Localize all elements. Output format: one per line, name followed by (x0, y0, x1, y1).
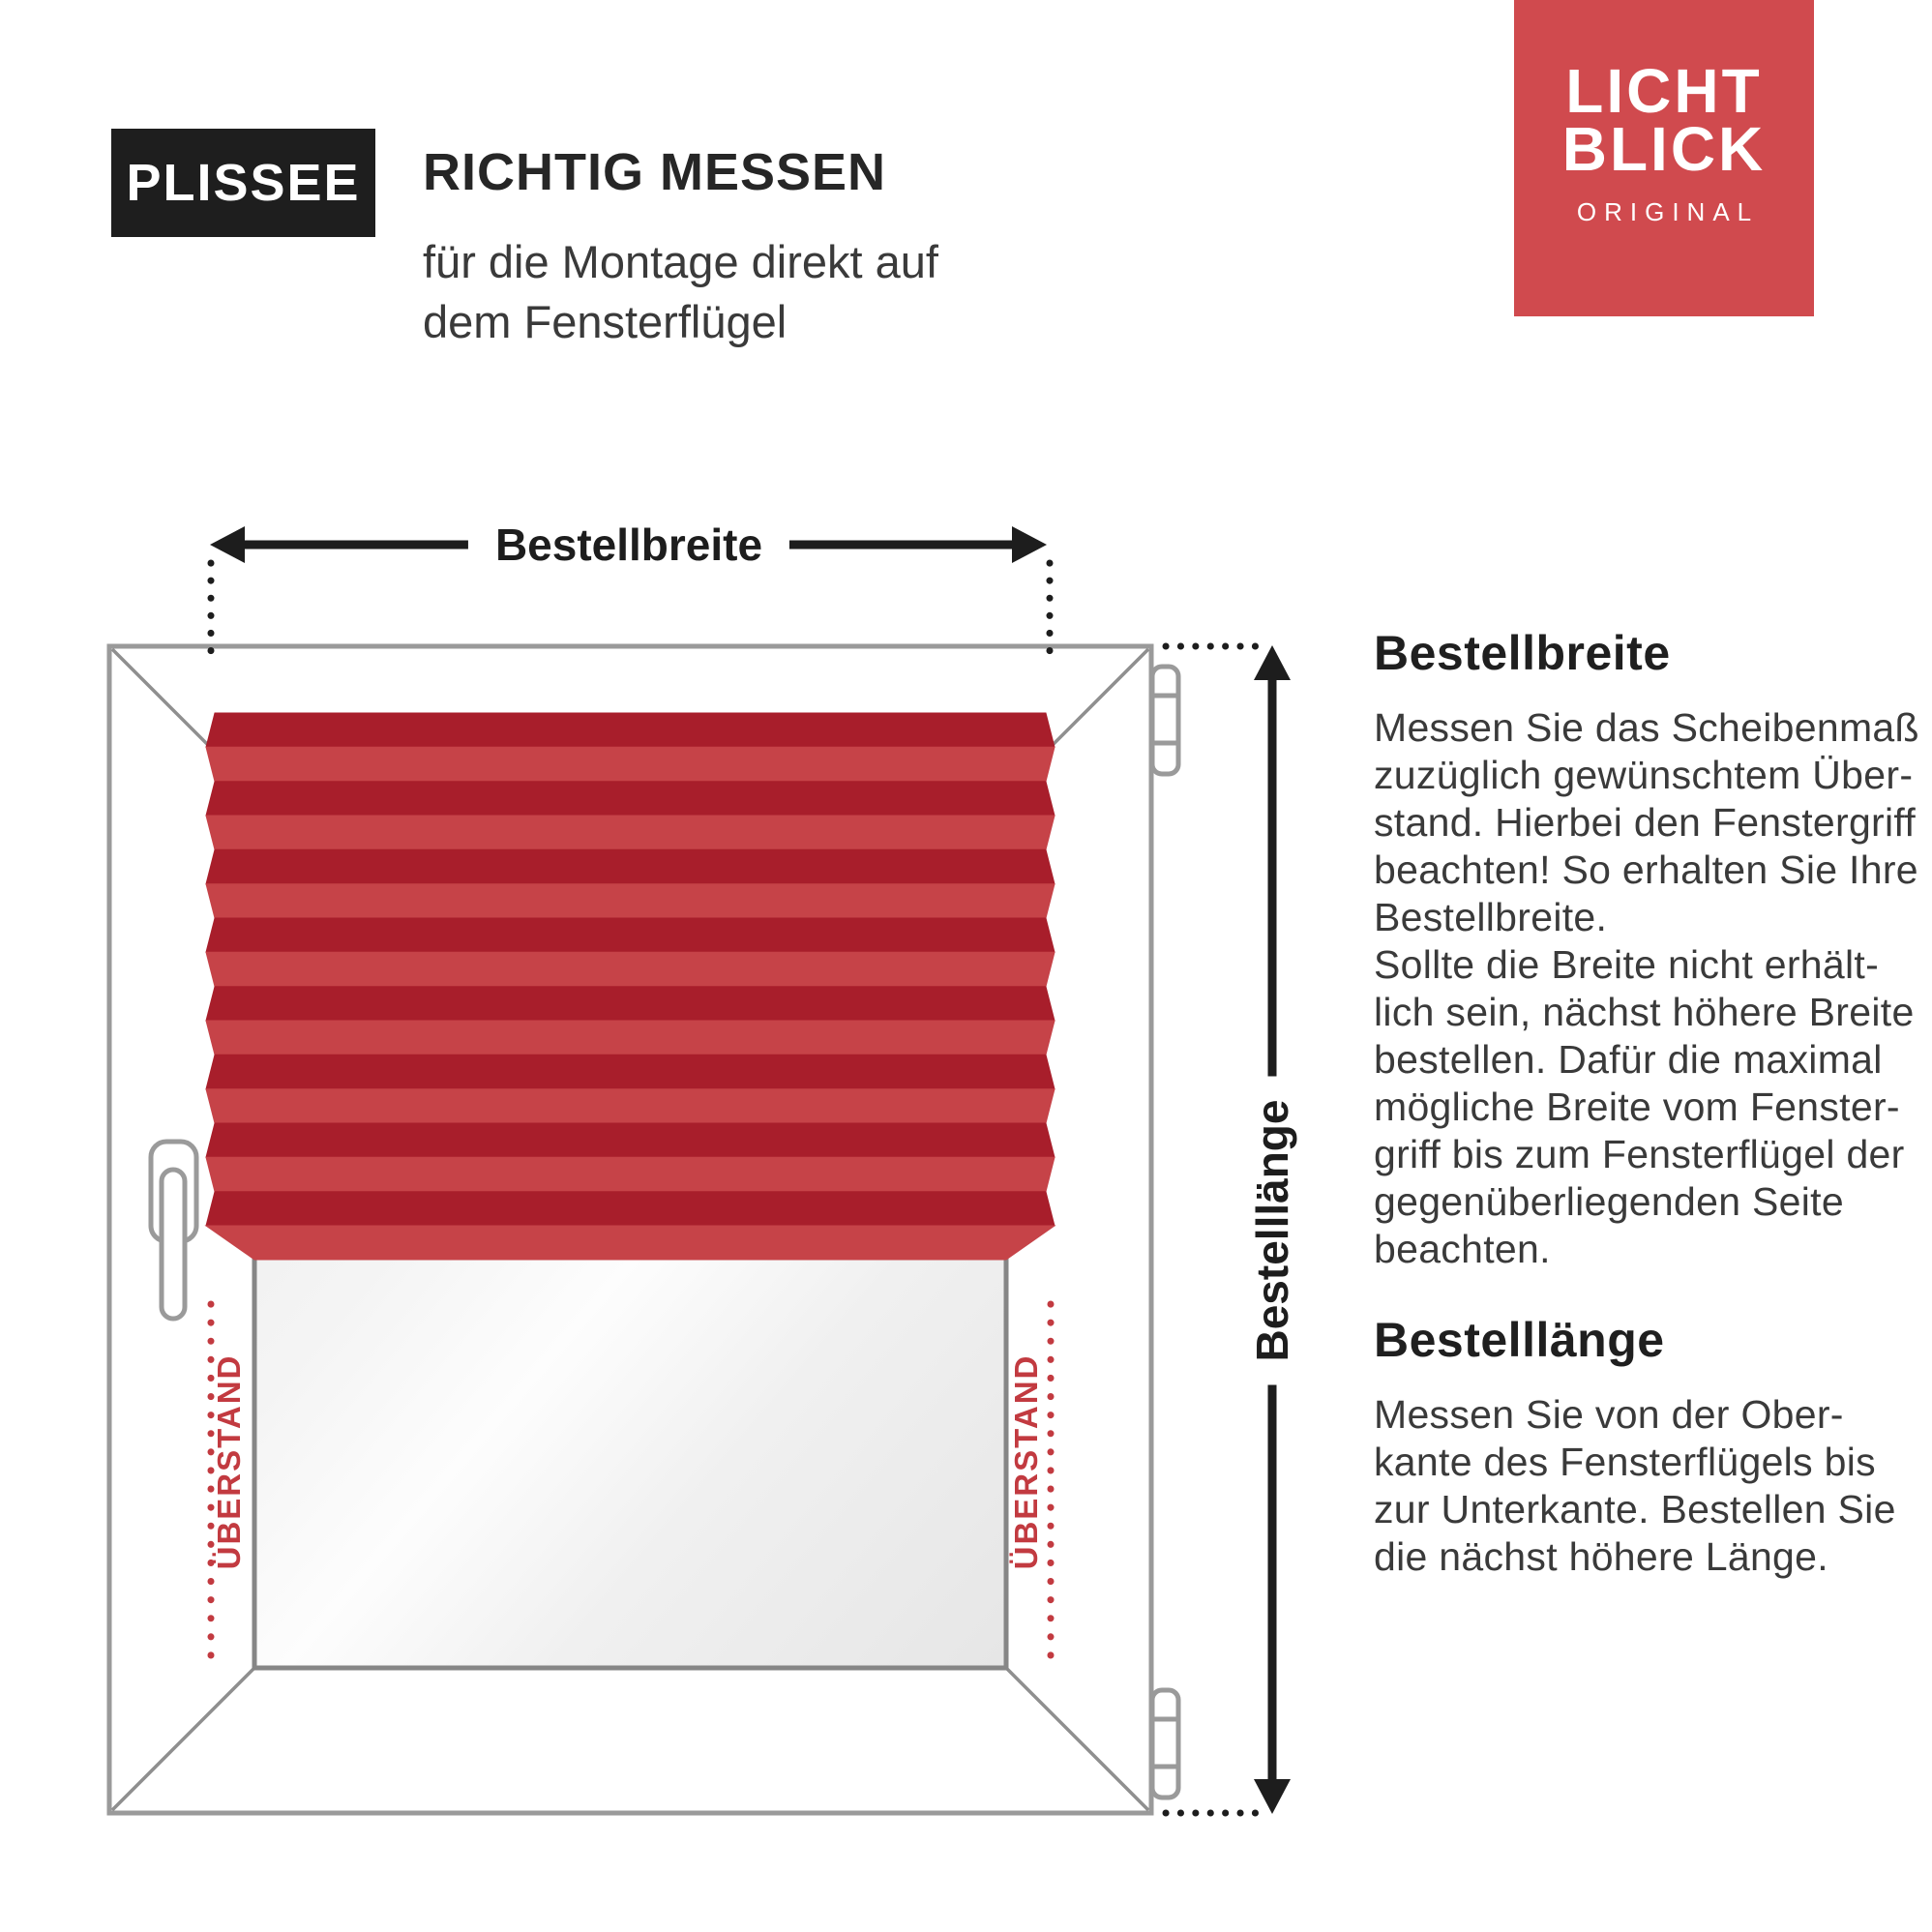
pleat-fold (206, 987, 1055, 1021)
arrow-head-up (1254, 645, 1291, 680)
hinge-top (1152, 667, 1178, 774)
arrow-head-right (1012, 526, 1047, 563)
pleat-fold (206, 1021, 1055, 1055)
paragraph-line: Sollte die Breite nicht erhält- (1374, 942, 1880, 987)
window-handle-grip (162, 1170, 185, 1319)
arrow-head-down (1254, 1779, 1291, 1814)
info-paragraph-length (1374, 1391, 1916, 1581)
info-paragraph-width (1374, 704, 1919, 1273)
paragraph-line: kante des Fensterflügels bis (1374, 1440, 1876, 1484)
paragraph-line: zur Unterkante. Bestellen Sie (1374, 1487, 1896, 1531)
paragraph-line: Messen Sie das Scheibenmaß (1374, 705, 1919, 750)
brand-logo-tagline: ORIGINAL (1576, 197, 1760, 226)
pleat-fold (206, 816, 1055, 849)
paragraph-line: Bestellbreite. (1374, 895, 1608, 939)
overhang-label-right: ÜBERSTAND (1008, 1353, 1044, 1570)
info-heading-length: Bestelllänge (1374, 1313, 1665, 1367)
pleat-fold (206, 1192, 1055, 1226)
page-subtitle-line: dem Fensterflügel (423, 296, 788, 347)
pleat-fold (206, 782, 1055, 816)
hinge-body (1152, 667, 1178, 774)
length-arrow-label: Bestelllänge (1246, 1077, 1298, 1385)
blind-bottom-rail (206, 1226, 1055, 1260)
pleat-fold (206, 1089, 1055, 1123)
overhang-label-left: ÜBERSTAND (211, 1353, 247, 1570)
paragraph-line: die nächst höhere Länge. (1374, 1534, 1828, 1579)
product-badge-label: PLISSEE (126, 154, 361, 212)
pleated-blind (206, 713, 1055, 1260)
pleat-fold (206, 747, 1055, 781)
paragraph-line: zuzüglich gewünschtem Über- (1374, 753, 1914, 797)
page-subtitle-line: für die Montage direkt auf (423, 236, 938, 287)
paragraph-line: Messen Sie von der Ober- (1374, 1392, 1844, 1437)
brand-logo-word: BLICK (1561, 114, 1767, 184)
width-arrow-label: Bestellbreite (468, 519, 789, 571)
pleat-fold (206, 884, 1055, 918)
pleat-fold (206, 1123, 1055, 1157)
paragraph-line: stand. Hierbei den Fenstergriff (1374, 800, 1917, 845)
paragraph-line: gegenüberliegenden Seite (1374, 1179, 1844, 1224)
pleat-fold (206, 918, 1055, 952)
paragraph-line: griff bis zum Fensterflügel der (1374, 1132, 1905, 1176)
paragraph-line: mögliche Breite vom Fenster- (1374, 1085, 1900, 1129)
info-panel (1374, 625, 1919, 1581)
paragraph-line: beachten! So erhalten Sie Ihre (1374, 847, 1918, 892)
hinge-body (1152, 1690, 1178, 1798)
info-heading-width: Bestellbreite (1374, 626, 1671, 680)
brand-logo-word: LICHT (1565, 56, 1763, 126)
paragraph-line: bestellen. Dafür die maximal (1374, 1037, 1883, 1082)
pleat-fold (206, 952, 1055, 986)
arrow-head-left (210, 526, 245, 563)
paragraph-line: lich sein, nächst höhere Breite (1374, 990, 1915, 1034)
page-title: RICHTIG MESSEN (423, 143, 887, 201)
pleat-fold (206, 849, 1055, 883)
pleat-fold (206, 713, 1055, 747)
pleat-fold (206, 1055, 1055, 1088)
paragraph-line: beachten. (1374, 1227, 1551, 1271)
pleat-fold (206, 1157, 1055, 1191)
hinge-bottom (1152, 1690, 1178, 1798)
